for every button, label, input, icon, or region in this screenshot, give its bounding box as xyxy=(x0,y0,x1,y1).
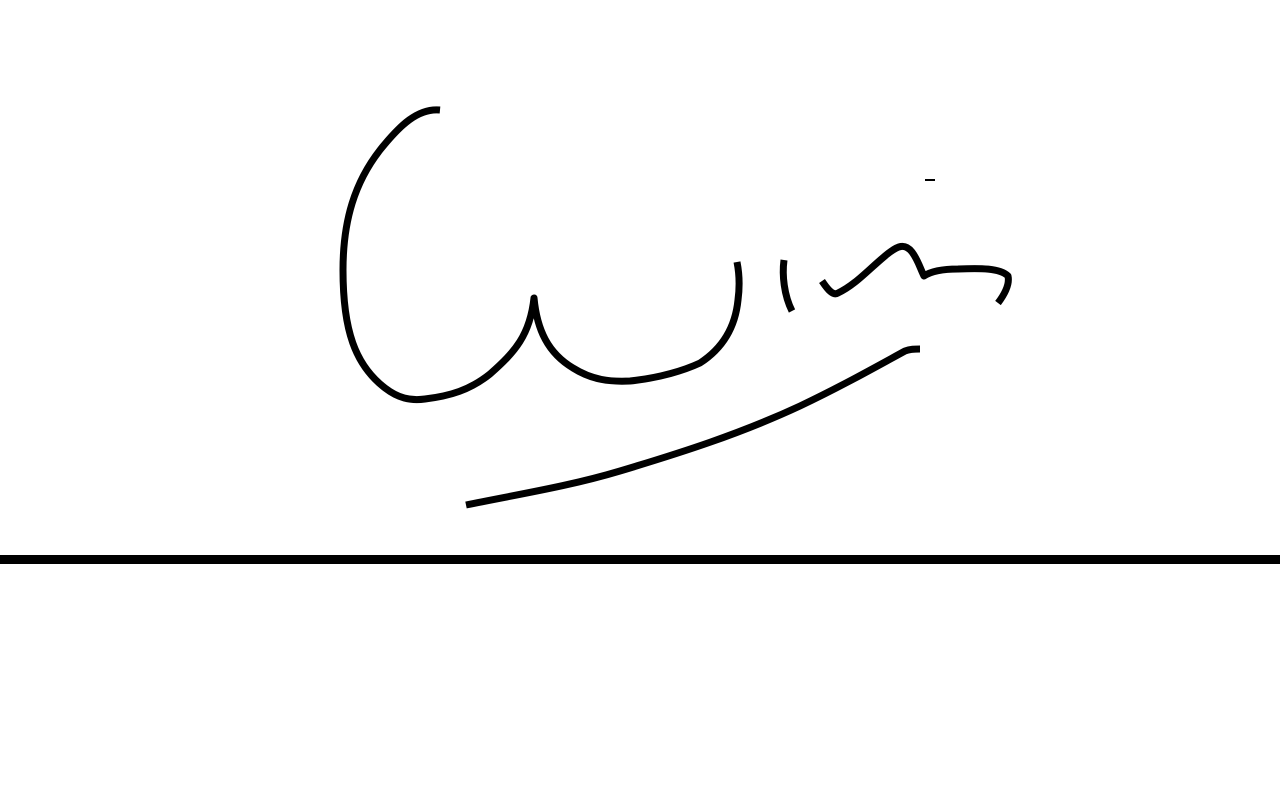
signature-stroke xyxy=(783,260,792,311)
signature-underline xyxy=(466,349,920,505)
signature-stroke xyxy=(822,246,1008,303)
signature-baseline xyxy=(0,555,1280,564)
signature-stroke xyxy=(343,110,739,400)
baseline-line xyxy=(0,555,1280,564)
